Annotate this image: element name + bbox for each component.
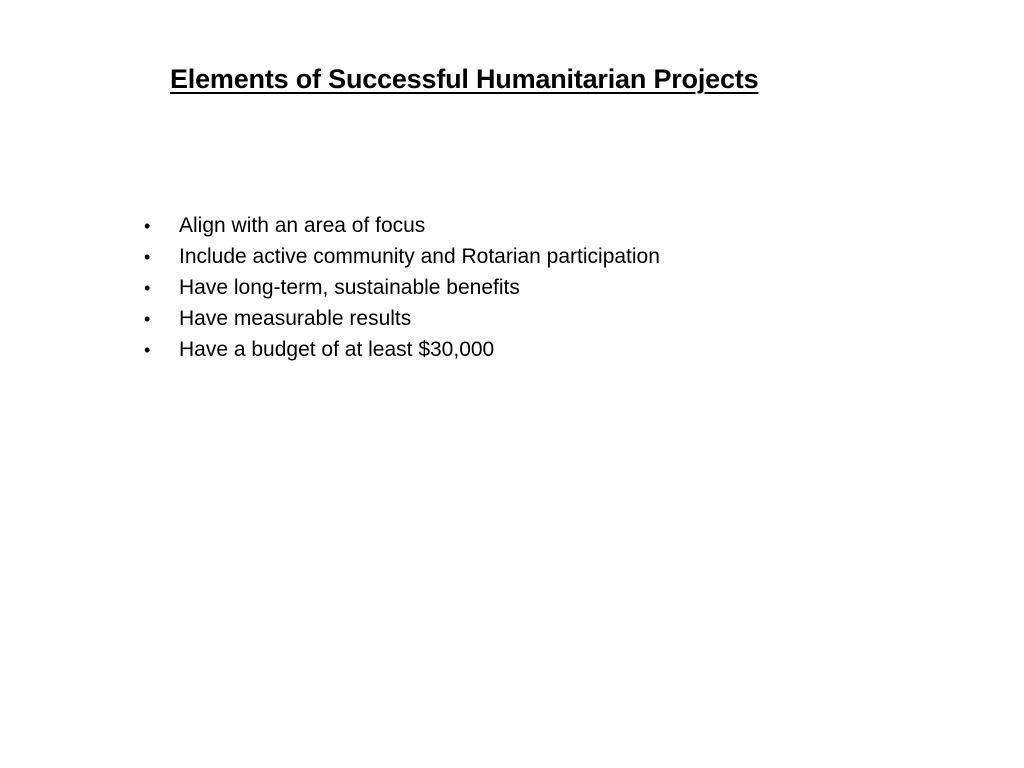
bullet-icon: • — [144, 278, 151, 298]
bullet-list — [140, 210, 660, 365]
bullet-item — [140, 334, 660, 365]
bullet-item — [140, 241, 660, 272]
bullet-icon: • — [144, 216, 151, 236]
bullet-text: Align with an area of focus — [179, 214, 426, 237]
bullet-text: Have measurable results — [179, 307, 412, 330]
bullet-item — [140, 210, 660, 241]
bullet-text: Have a budget of at least $30,000 — [179, 338, 495, 361]
bullet-item — [140, 272, 660, 303]
bullet-icon: • — [144, 247, 151, 267]
slide-title: Elements of Successful Humanitarian Projects — [170, 64, 759, 94]
bullet-item — [140, 303, 660, 334]
bullet-icon: • — [144, 309, 151, 329]
bullet-text: Have long-term, sustainable benefits — [179, 276, 520, 299]
bullet-icon: • — [144, 340, 151, 360]
bullet-text: Include active community and Rotarian participation — [179, 245, 660, 268]
